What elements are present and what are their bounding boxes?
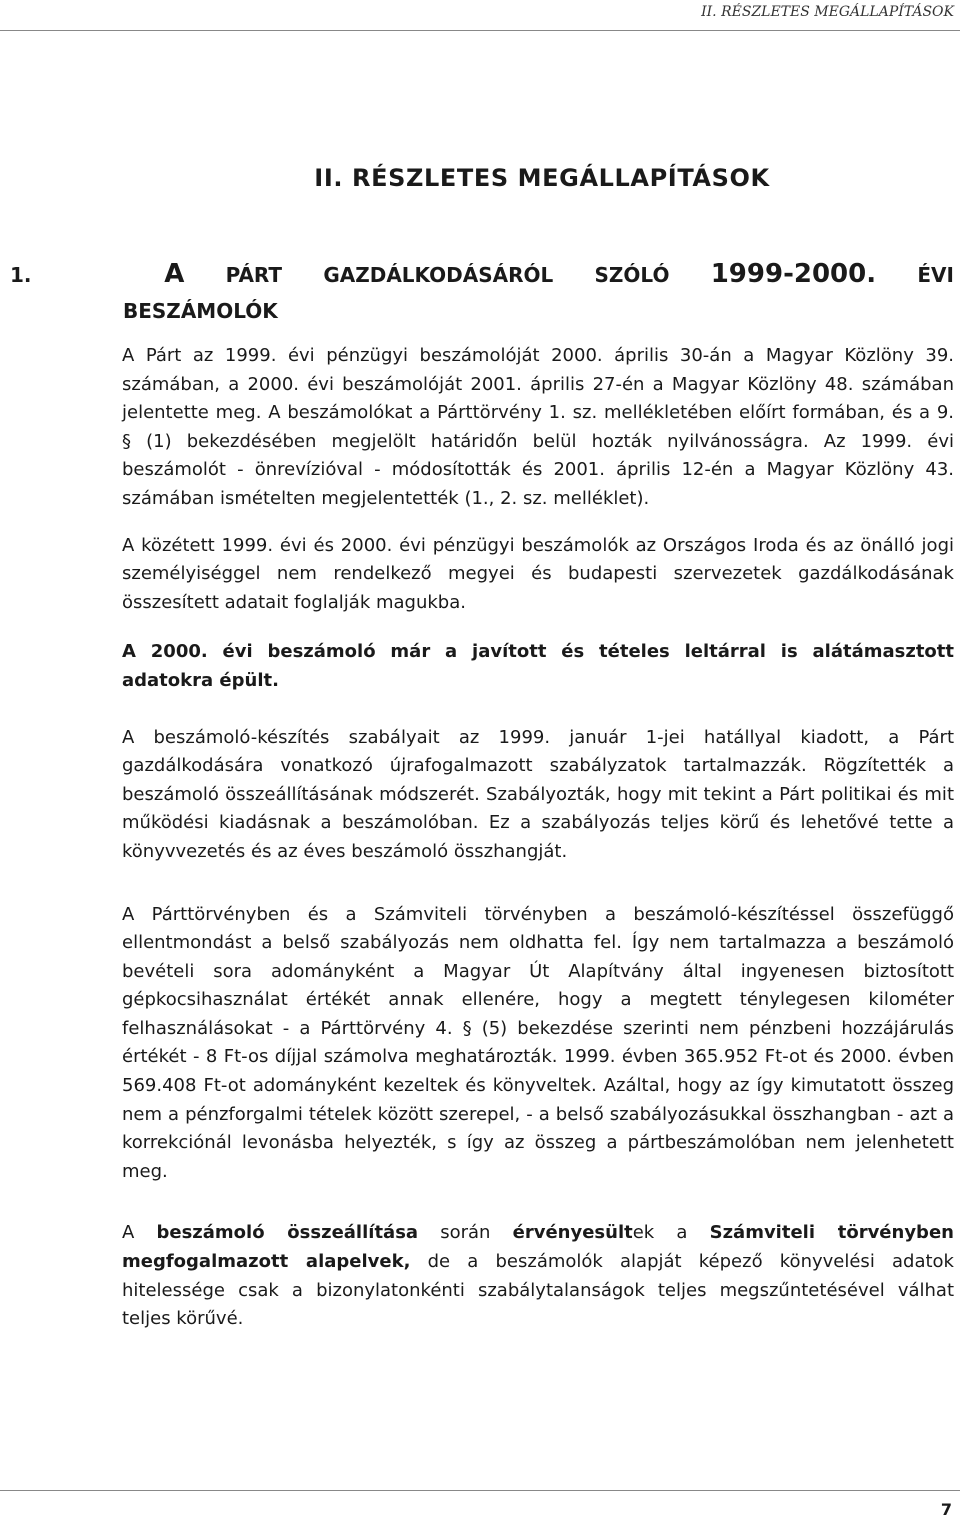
text-run: de a beszámolók alapját képező könyvelési adatok hitelessége csak a bizonylatonkénti szabálytalanságok teljes megszűntetésével válhat teljes körűvé. (122, 1251, 954, 1330)
bold-text: érvényesült (512, 1222, 633, 1244)
body-text (122, 342, 954, 1334)
text-run: ek a (632, 1222, 710, 1244)
section-word: 1999-2000. (710, 259, 877, 289)
text-run: A (122, 1222, 157, 1244)
bold-text: beszámoló összeállítása (156, 1222, 419, 1244)
section-heading-line-1 (10, 256, 954, 293)
bold-text: Számviteli törvényben megfogalmazott alapelvek, (122, 1222, 954, 1273)
text-run: során (418, 1222, 513, 1244)
paragraph: A Párttörvényben és a Számviteli törvényben a beszámoló-készítéssel összefüggő ellentmondást a belső szabályozás nem oldhatta fel. Így nem tartalmazza a beszámoló bevételi sora adományként a Magyar Út Alapítvány által ingyenesen biztosított gépkocsihasználat értékét annak ellenére, hogy a megtett ténylegesen kilométer felhasználásokat - a Párttörvény 4. § (5) bekezdése szerinti nem pénzbeni hozzájárulás értékét - 8 Ft-os díjjal számolva meghatározták. 1999. évben 365.952 Ft-ot és 2000. évben 569.408 Ft-ot adományként kezeltek és könyveltek. Azáltal, hogy az így kimutatott összeg nem a pénzforgalmi tételek között szerepel, - a belső szabályozásukkal összhangban - azt a korrekciónál levonásba helyezték, s így az összeg a pártbeszámolóban nem jelenhetett meg. (122, 903, 954, 1182)
paragraph: A Párt az 1999. évi pénzügyi beszámolóját 2000. április 30-án a Magyar Közlöny 39. számában, a 2000. évi beszámolóját 2001. április 27-én a Magyar Közlöny 48. számában jelentette meg. A beszámolókat a Párttörvény 1. sz. mellékletében előírt formában, és a 9. § (1) bekezdésében megjelölt határidőn belül hozták nyilvánosságra. Az 1999. évi beszámolót - önrevízióval - módosították és 2001. április 12-én a Magyar Közlöny 43. számában ismételten megjelentették (1., 2. sz. melléklet). (122, 345, 954, 509)
running-header: II. RÉSZLETES MEGÁLLAPÍTÁSOK (701, 4, 954, 20)
section-word: PÁRT (225, 263, 283, 287)
header-divider (0, 30, 960, 31)
page-number: 7 (940, 1500, 952, 1519)
paragraph (122, 1219, 954, 1333)
section-heading (10, 256, 954, 329)
paragraph: A közétett 1999. évi és 2000. évi pénzügyi beszámolók az Országos Iroda és az önálló jogi személyiséggel nem rendelkező megyei és budapesti szervezetek gazdálkodásának összesített adatait foglalják magukba. (122, 534, 954, 613)
section-word: A (164, 259, 185, 289)
section-number: 1. (10, 263, 32, 287)
section-word: GAZDÁLKODÁSÁRÓL (323, 263, 554, 287)
section-heading-line-2: BESZÁMOLÓK (123, 299, 278, 323)
section-word: SZÓLÓ (594, 263, 670, 287)
section-word: ÉVI (917, 263, 954, 287)
paragraph: A beszámoló-készítés szabályait az 1999. január 1-jei hatállyal kiadott, a Párt gazdálkodására vonatkozó újrafogalmazott szabályzatok tartalmazzák. Rögzítették a beszámoló összeállításának módszerét. Szabályozták, hogy mit tekint a Párt politikai és mit működési kiadásnak a beszámolóban. Ez a szabályozás teljes körű és lehetővé tette a könyvvezetés és az éves beszámoló összhangját. (122, 726, 954, 862)
footer-divider (0, 1490, 960, 1491)
emphasis-paragraph: A 2000. évi beszámoló már a javított és tételes leltárral is alátámasztott adatokra épült. (122, 641, 954, 691)
chapter-title: II. RÉSZLETES MEGÁLLAPÍTÁSOK (314, 164, 770, 192)
